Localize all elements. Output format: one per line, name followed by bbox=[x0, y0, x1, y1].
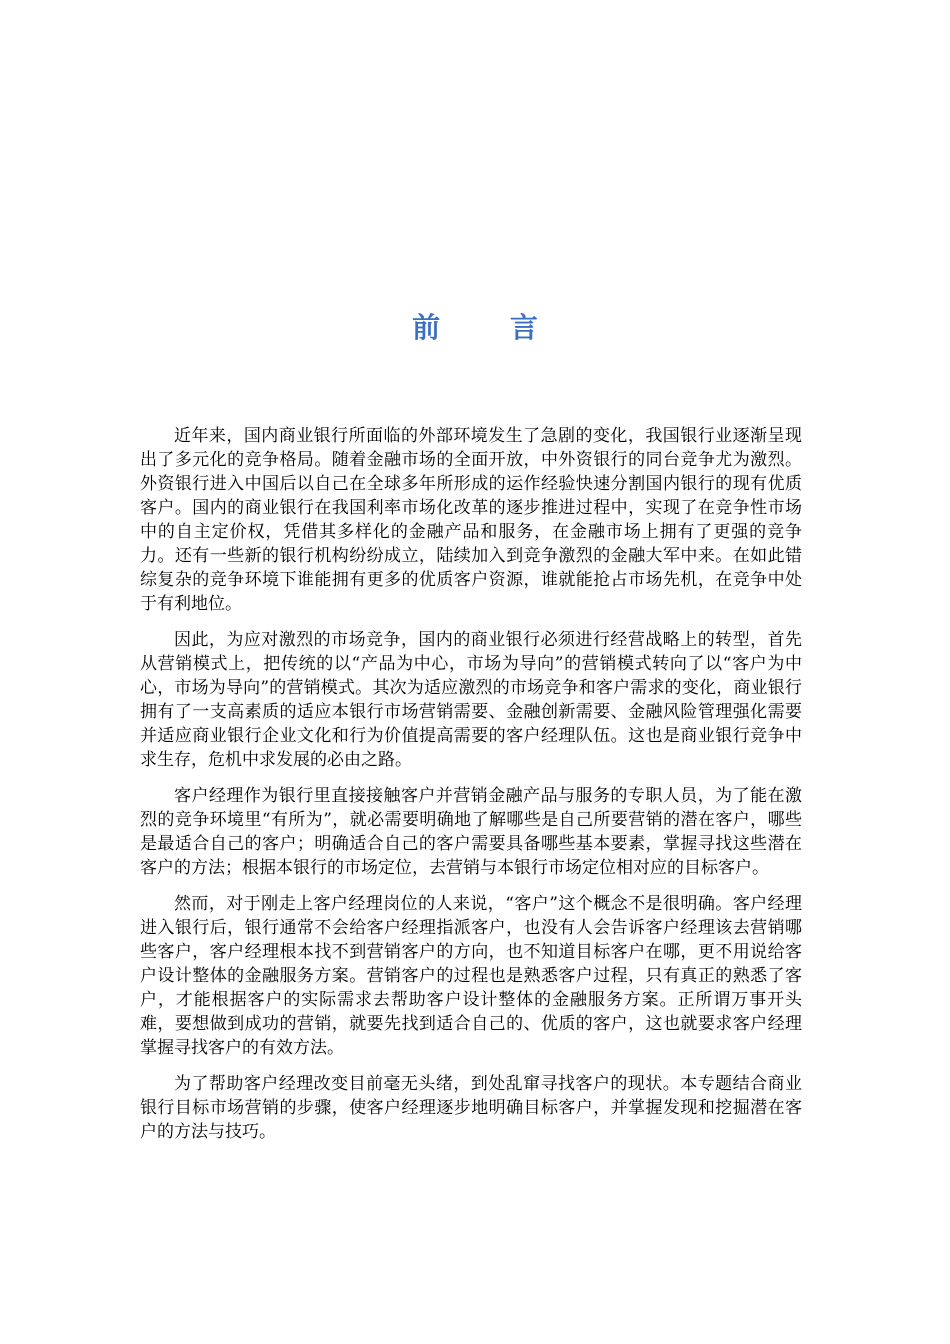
paragraph-2: 因此，为应对激烈的市场竞争，国内的商业银行必须进行经营战略上的转型，首先从营销模式上，把传统的以“产品为中心，市场为导向”的营销模式转向了以“客户为中心，市场为导向”的营销模式。其次为适应激烈的市场竞争和客户需求的变化，商业银行拥有了一支高素质的适应本银行市场营销需要、金融创新需要、金融风险管理强化需要并适应商业银行企业文化和行为价值提高需要的客户经理队伍。这也是商业银行竞争中求生存，危机中求发展的必由之路。 bbox=[140, 630, 802, 770]
body-text bbox=[140, 424, 802, 1156]
paragraph-1: 近年来，国内商业银行所面临的外部环境发生了急剧的变化，我国银行业逐渐呈现出了多元化的竞争格局。随着金融市场的全面开放，中外资银行的同台竞争尤为激烈。外资银行进入中国后以自己在全球多年所形成的运作经验快速分割国内银行的现有优质客户。国内的商业银行在我国利率市场化改革的逐步推进过程中，实现了在竞争性市场中的自主定价权，凭借其多样化的金融产品和服务，在金融市场上拥有了更强的竞争力。还有一些新的银行机构纷纷成立，陆续加入到竞争激烈的金融大军中来。在如此错综复杂的竞争环境下谁能拥有更多的优质客户资源，谁就能抢占市场先机，在竞争中处于有利地位。 bbox=[140, 426, 802, 614]
paragraph-3: 客户经理作为银行里直接接触客户并营销金融产品与服务的专职人员，为了能在激烈的竞争环境里“有所为”，就必需要明确地了解哪些是自己所要营销的潜在客户，哪些是最适合自己的客户；明确适合自己的客户需要具备哪些基本要素，掌握寻找这些潜在客户的方法；根据本银行的市场定位，去营销与本银行市场定位相对应的目标客户。 bbox=[140, 786, 802, 878]
paragraph-5: 为了帮助客户经理改变目前毫无头绪，到处乱窜寻找客户的现状。本专题结合商业银行目标市场营销的步骤，使客户经理逐步地明确目标客户，并掌握发现和挖掘潜在客户的方法与技巧。 bbox=[140, 1074, 802, 1142]
paragraph-4: 然而，对于刚走上客户经理岗位的人来说，“客户”这个概念不是很明确。客户经理进入银行后，银行通常不会给客户经理指派客户，也没有人会告诉客户经理该去营销哪些客户，客户经理根本找不到营销客户的方向，也不知道目标客户在哪，更不用说给客户设计整体的金融服务方案。营销客户的过程也是熟悉客户过程，只有真正的熟悉了客户，才能根据客户的实际需求去帮助客户设计整体的金融服务方案。正所谓万事开头难，要想做到成功的营销，就要先找到适合自己的、优质的客户，这也就要求客户经理掌握寻找客户的有效方法。 bbox=[140, 894, 802, 1058]
page-title: 前 言 bbox=[412, 311, 568, 344]
